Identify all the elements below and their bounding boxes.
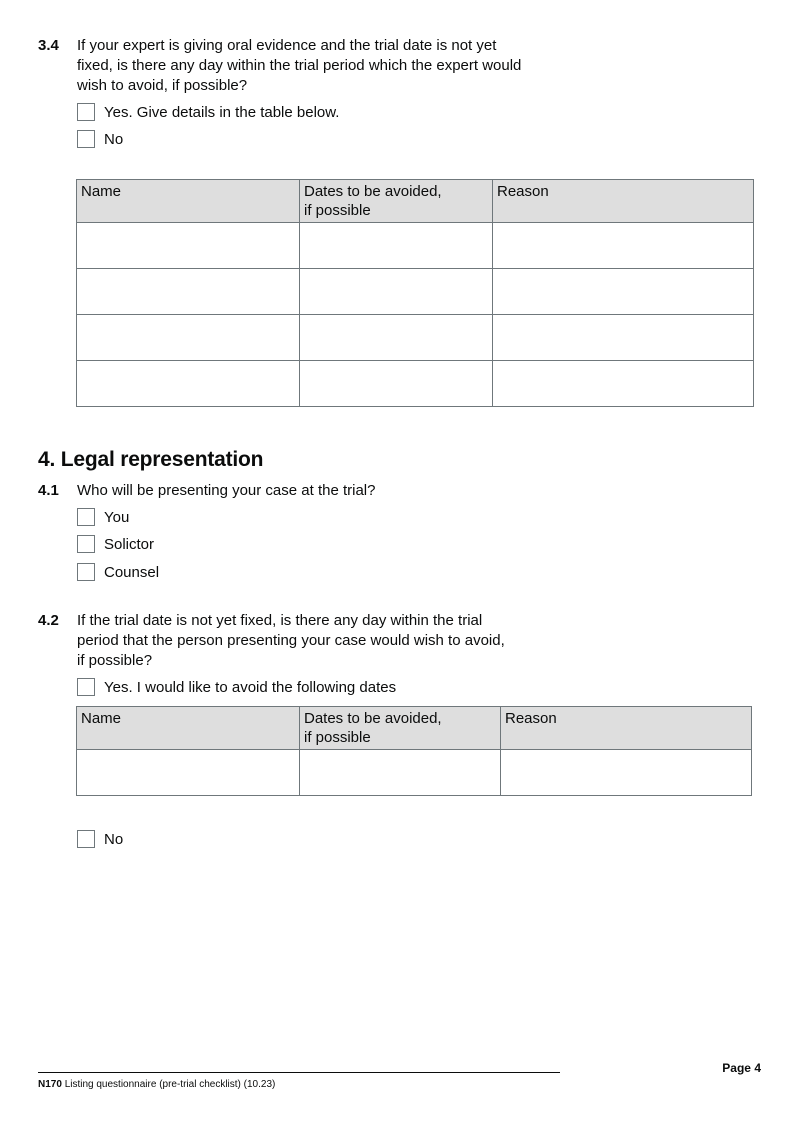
option-4-1-counsel[interactable]	[77, 563, 159, 581]
header-dates-line-1: Dates to be avoided,	[304, 710, 442, 727]
cell-reason[interactable]	[493, 315, 754, 361]
option-3-4-no[interactable]	[77, 130, 123, 148]
header-reason: Reason	[493, 180, 754, 223]
option-4-1-solicitor[interactable]	[77, 535, 154, 553]
option-4-1-solicitor-label: Solictor	[104, 535, 155, 553]
table-row	[77, 223, 754, 269]
header-dates	[300, 180, 493, 223]
cell-dates[interactable]	[300, 750, 501, 796]
cell-dates[interactable]	[300, 361, 493, 407]
question-3-4-line-1: If your expert is giving oral evidence and the trial date is not yet	[77, 37, 497, 54]
table-row	[77, 361, 754, 407]
section-4-title: 4. Legal representation	[38, 448, 264, 471]
header-dates-line-1: Dates to be avoided,	[304, 183, 442, 200]
checkbox-4-1-solicitor[interactable]	[77, 535, 95, 553]
question-number-4-1: 4.1	[38, 482, 59, 499]
table-row	[77, 269, 754, 315]
checkbox-3-4-no[interactable]	[77, 130, 95, 148]
option-3-4-no-label: No	[104, 130, 124, 148]
cell-name[interactable]	[77, 269, 300, 315]
question-3-4-line-2: fixed, is there any day within the trial period which the expert would	[77, 57, 522, 74]
cell-name[interactable]	[77, 315, 300, 361]
table-row	[77, 750, 752, 796]
form-code: N170	[38, 1079, 62, 1090]
question-text-4-1: Who will be presenting your case at the trial?	[77, 482, 376, 499]
checkbox-4-2-no[interactable]	[77, 830, 95, 848]
cell-dates[interactable]	[300, 315, 493, 361]
cell-name[interactable]	[77, 223, 300, 269]
header-name: Name	[77, 707, 300, 750]
cell-name[interactable]	[77, 361, 300, 407]
cell-reason[interactable]	[493, 269, 754, 315]
cell-reason[interactable]	[501, 750, 752, 796]
cell-name[interactable]	[77, 750, 300, 796]
header-name: Name	[77, 180, 300, 223]
option-4-2-yes[interactable]	[77, 678, 396, 696]
question-number-3-4: 3.4	[38, 37, 59, 54]
checkbox-3-4-yes[interactable]	[77, 103, 95, 121]
cell-reason[interactable]	[493, 223, 754, 269]
header-dates-line-2: if possible	[304, 729, 371, 746]
table-header-row	[77, 180, 754, 223]
table-row	[77, 315, 754, 361]
header-dates-line-2: if possible	[304, 202, 371, 219]
footer-form-info	[38, 1079, 275, 1090]
table-header-row	[77, 707, 752, 750]
expert-dates-table	[76, 179, 754, 407]
page-number: Page 4	[722, 1061, 761, 1075]
question-4-2-line-2: period that the person presenting your case would wish to avoid,	[77, 632, 505, 649]
question-text-3-4	[77, 36, 521, 96]
header-reason: Reason	[501, 707, 752, 750]
option-4-1-you-label: You	[104, 508, 130, 526]
question-number-4-2: 4.2	[38, 612, 59, 629]
question-text-4-2	[77, 611, 505, 671]
checkbox-4-1-counsel[interactable]	[77, 563, 95, 581]
option-4-2-no[interactable]	[77, 830, 123, 848]
option-3-4-yes[interactable]	[77, 103, 339, 121]
question-4-2-line-3: if possible?	[77, 652, 153, 669]
checkbox-4-2-yes[interactable]	[77, 678, 95, 696]
option-4-2-no-label: No	[104, 830, 124, 848]
cell-reason[interactable]	[493, 361, 754, 407]
representative-dates-table	[76, 706, 752, 796]
option-4-1-you[interactable]	[77, 508, 129, 526]
cell-dates[interactable]	[300, 269, 493, 315]
question-4-2-line-1: If the trial date is not yet fixed, is there any day within the trial	[77, 612, 483, 629]
option-4-1-counsel-label: Counsel	[104, 563, 160, 581]
question-3-4-line-3: wish to avoid, if possible?	[77, 77, 248, 94]
header-dates	[300, 707, 501, 750]
cell-dates[interactable]	[300, 223, 493, 269]
footer-divider	[38, 1072, 560, 1073]
option-4-2-yes-label: Yes. I would like to avoid the following dates	[104, 678, 397, 696]
form-title: Listing questionnaire (pre-trial checklist) (10.23)	[64, 1079, 276, 1090]
checkbox-4-1-you[interactable]	[77, 508, 95, 526]
option-3-4-yes-label: Yes. Give details in the table below.	[104, 103, 340, 121]
